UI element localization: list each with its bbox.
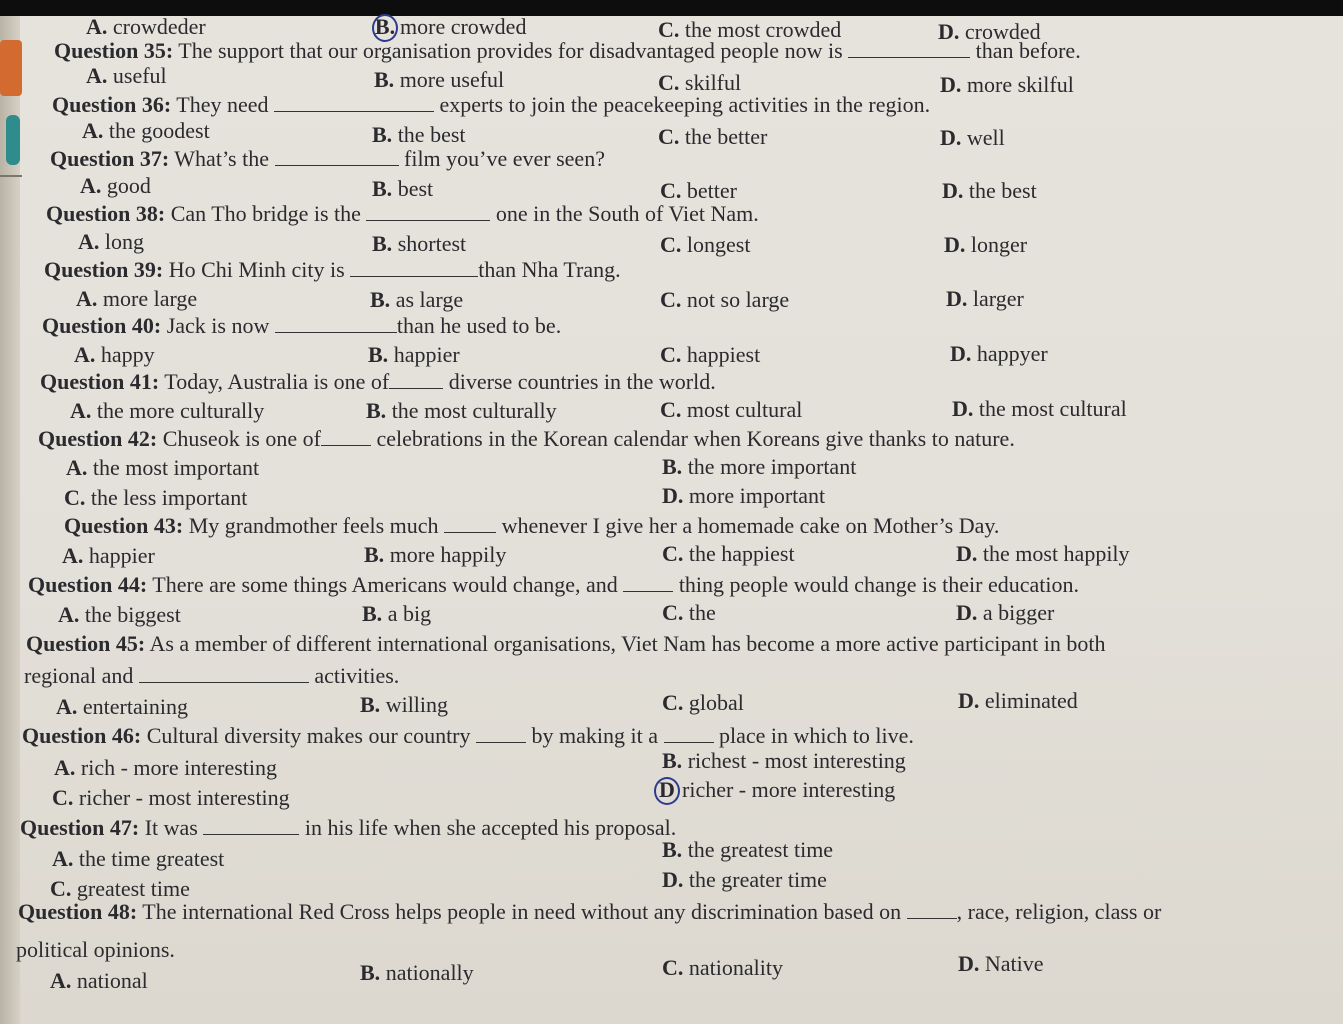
q47-option-a[interactable]: A. the time greatest — [52, 846, 225, 871]
q48-option-c[interactable]: C. nationality — [662, 955, 783, 980]
question-45-continued: regional and activities. — [24, 663, 400, 688]
answer-blank[interactable] — [321, 427, 371, 446]
answer-circle-mark: D — [654, 777, 680, 805]
answer-blank[interactable] — [366, 202, 490, 221]
q47-option-c[interactable]: C. greatest time — [50, 876, 190, 901]
q46-option-d[interactable]: D richer - more interesting — [654, 777, 895, 805]
question-46: Question 46: Cultural diversity makes our country by making it a place in which to live. — [22, 723, 914, 748]
q37-option-a[interactable]: A. good — [80, 173, 151, 198]
q36-option-a[interactable]: A. the goodest — [82, 118, 210, 143]
q34-option-a[interactable]: A. crowdeder — [86, 14, 206, 39]
page-left-edge — [0, 16, 20, 1024]
q39-option-b[interactable]: B. as large — [370, 287, 464, 312]
q40-option-c[interactable]: C. happiest — [660, 342, 761, 367]
q47-option-b[interactable]: B. the greatest time — [662, 837, 834, 862]
q38-option-b[interactable]: B. shortest — [372, 231, 467, 256]
question-42: Question 42: Chuseok is one of celebrations in the Korean calendar when Koreans give thanks to nature. — [38, 426, 1015, 451]
question-39: Question 39: Ho Chi Minh city is than Nha Trang. — [44, 257, 621, 282]
answer-blank[interactable] — [139, 664, 309, 683]
q43-option-b[interactable]: B. more happily — [364, 542, 507, 567]
q42-option-a[interactable]: A. the most important — [66, 455, 260, 480]
q47-option-d[interactable]: D. the greater time — [662, 867, 827, 892]
q34-option-c[interactable]: C. the most crowded — [658, 17, 842, 42]
q41-option-b[interactable]: B. the most culturally — [366, 398, 557, 423]
q46-option-b[interactable]: B. richest - most interesting — [662, 748, 906, 773]
question-45: Question 45: As a member of different international organisations, Viet Nam has become a more active participant in both — [26, 631, 1106, 656]
q38-option-d[interactable]: D. longer — [944, 232, 1028, 257]
q41-option-d[interactable]: D. the most cultural — [952, 396, 1127, 421]
question-40: Question 40: Jack is now than he used to be. — [42, 313, 562, 338]
q35-option-d[interactable]: D. more skilful — [940, 72, 1074, 97]
q35-option-c[interactable]: C. skilful — [658, 70, 742, 95]
q37-option-c[interactable]: C. better — [660, 178, 737, 203]
teal-sticker-decoration — [6, 115, 20, 165]
question-47: Question 47: It was in his life when she accepted his proposal. — [20, 815, 677, 840]
q48-option-a[interactable]: A. national — [50, 968, 148, 993]
q43-option-c[interactable]: C. the happiest — [662, 541, 795, 566]
q36-option-c[interactable]: C. the better — [658, 124, 768, 149]
answer-blank[interactable] — [623, 573, 673, 592]
answer-blank[interactable] — [476, 724, 526, 743]
q46-option-a[interactable]: A. rich - more interesting — [54, 755, 277, 780]
answer-blank[interactable] — [389, 370, 443, 389]
q40-option-d[interactable]: D. happyer — [950, 341, 1048, 366]
q40-option-b[interactable]: B. happier — [368, 342, 460, 367]
q48-option-d[interactable]: D. Native — [958, 951, 1044, 976]
question-36: Question 36: They need experts to join the peacekeeping activities in the region. — [52, 92, 931, 117]
q41-option-a[interactable]: A. the more culturally — [70, 398, 265, 423]
q45-option-a[interactable]: A. entertaining — [56, 694, 188, 719]
q43-option-a[interactable]: A. happier — [62, 543, 155, 568]
q36-option-b[interactable]: B. the best — [372, 122, 466, 147]
q36-option-d[interactable]: D. well — [940, 125, 1005, 150]
answer-circle-mark: B. — [372, 14, 398, 42]
question-37: Question 37: What’s the film you’ve ever seen? — [50, 146, 605, 171]
q42-option-b[interactable]: B. the more important — [662, 454, 857, 479]
q35-option-b[interactable]: B. more useful — [374, 67, 505, 92]
q38-option-a[interactable]: A. long — [78, 229, 145, 254]
answer-blank[interactable] — [664, 724, 714, 743]
answer-blank[interactable] — [275, 147, 399, 166]
question-38: Question 38: Can Tho bridge is the one in the South of Viet Nam. — [46, 201, 759, 226]
edge-line-decoration — [0, 175, 22, 177]
q39-option-a[interactable]: A. more large — [76, 286, 198, 311]
q34-option-d[interactable]: D. crowded — [938, 19, 1041, 44]
question-41: Question 41: Today, Australia is one of diverse countries in the world. — [40, 369, 716, 394]
answer-blank[interactable] — [848, 39, 970, 58]
q48-option-b[interactable]: B. nationally — [360, 960, 474, 985]
question-35: Question 35: The support that our organisation provides for disadvantaged people now is than before. — [54, 38, 1081, 63]
red-sticker-decoration — [0, 40, 22, 96]
q41-option-c[interactable]: C. most cultural — [660, 397, 803, 422]
q45-option-c[interactable]: C. global — [662, 690, 744, 715]
q37-option-d[interactable]: D. the best — [942, 178, 1037, 203]
q42-option-c[interactable]: C. the less important — [64, 485, 248, 510]
q45-option-d[interactable]: D. eliminated — [958, 688, 1078, 713]
question-43: Question 43: My grandmother feels much whenever I give her a homemade cake on Mother’s Day. — [64, 513, 1000, 538]
q38-option-c[interactable]: C. longest — [660, 232, 751, 257]
answer-blank[interactable] — [203, 816, 299, 835]
q39-option-d[interactable]: D. larger — [946, 286, 1024, 311]
q44-option-a[interactable]: A. the biggest — [58, 602, 181, 627]
q39-option-c[interactable]: C. not so large — [660, 287, 790, 312]
q44-option-d[interactable]: D. a bigger — [956, 600, 1055, 625]
q45-option-b[interactable]: B. willing — [360, 692, 449, 717]
answer-blank[interactable] — [350, 258, 478, 277]
answer-blank[interactable] — [444, 514, 496, 533]
q37-option-b[interactable]: B. best — [372, 176, 434, 201]
q40-option-a[interactable]: A. happy — [74, 342, 155, 367]
answer-blank[interactable] — [907, 900, 957, 919]
question-48: Question 48: The international Red Cross helps people in need without any discrimination based on , race, religion, class or — [18, 899, 1162, 924]
q35-option-a[interactable]: A. useful — [86, 63, 167, 88]
q44-option-b[interactable]: B. a big — [362, 601, 432, 626]
answer-blank[interactable] — [275, 314, 397, 333]
q46-option-c[interactable]: C. richer - most interesting — [52, 785, 290, 810]
q34-option-b[interactable]: B. more crowded — [372, 14, 526, 42]
question-44: Question 44: There are some things Americans would change, and thing people would change is their education. — [28, 572, 1079, 597]
q42-option-d[interactable]: D. more important — [662, 483, 826, 508]
q44-option-c[interactable]: C. the — [662, 600, 716, 625]
q43-option-d[interactable]: D. the most happily — [956, 541, 1130, 566]
question-48-continued: political opinions. — [16, 937, 175, 962]
answer-blank[interactable] — [274, 93, 434, 112]
